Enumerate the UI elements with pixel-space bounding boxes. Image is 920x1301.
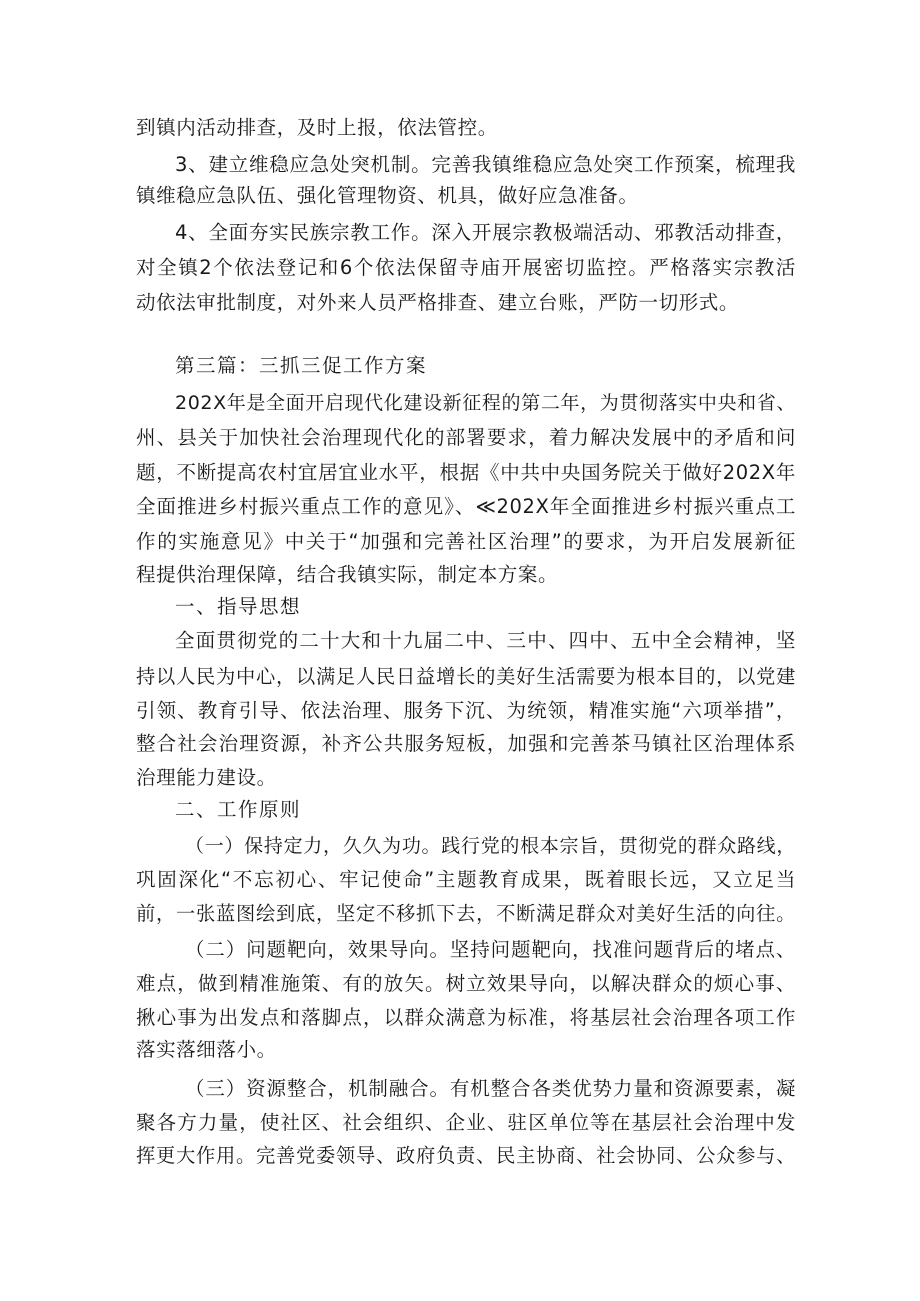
section-heading: 二、工作原则 [175,798,302,821]
text-line: （三）资源整合，机制融合。有机整合各类优势力量和资源要素，凝 [185,1077,796,1100]
text-line: 难点，做到精准施策、有的放矢。树立效果导向，以解决群众的烦心事、 [136,972,796,995]
text-line: 动依法审批制度，对外来人员严格排查、建立台账，严防一切形式。 [136,291,740,314]
text-line: 挥更大作用。完善党委领导、政府负责、民主协商、社会协同、公众参与、 [136,1144,796,1167]
section-heading: 一、指导思想 [175,595,302,618]
text-line: （一）保持定力，久久为功。践行党的根本宗旨，贯彻党的群众路线， [185,835,796,857]
text-line: 对全镇2个依法登记和6个依法保留寺庙开展密切监控。严格落实宗教活 [136,256,796,279]
text-line: 202X年是全面开启现代化建设新征程的第二年，为贯彻落实中央和省、 [175,392,796,414]
section-title: 第三篇：三抓三促工作方案 [175,354,428,377]
text-line: 揪心事为出发点和落脚点，以群众满意为标准，将基层社会治理各项工作 [136,1006,796,1029]
text-line: 前，一张蓝图绘到底，坚定不移抓下去，不断满足群众对美好生活的向往。 [136,902,796,925]
text-line: 州、县关于加快社会治理现代化的部署要求，着力解决发展中的矛盾和问 [136,426,796,449]
text-line: 全面推进乡村振兴重点工作的意见》、≪202X年全面推进乡村振兴重点工 [136,495,796,518]
text-line: （二）问题靶向，效果导向。坚持问题靶向，找准问题背后的堵点、 [185,938,796,961]
text-line: 镇维稳应急队伍、强化管理物资、机具，做好应急准备。 [136,184,639,207]
text-line: 整合社会治理资源，补齐公共服务短板，加强和完善茶马镇社区治理体系 [136,732,796,755]
text-line: 全面贯彻党的二十大和十九届二中、三中、四中、五中全会精神，坚 [175,629,796,652]
text-line: 3、建立维稳应急处突机制。完善我镇维稳应急处突工作预案，梳理我 [175,153,796,176]
text-line: 引领、教育引导、依法治理、服务下沉、为统领，精准实施“六项举措”， [136,699,796,722]
text-line: 治理能力建设。 [136,766,277,789]
text-line: 落实落细落小。 [136,1038,277,1061]
text-line: 作的实施意见》中关于“加强和完善社区治理”的要求，为开启发展新征 [136,530,796,553]
text-line: 到镇内活动排查，及时上报，依法管控。 [136,116,498,139]
text-line: 程提供治理保障，结合我镇实际，制定本方案。 [136,563,559,586]
text-line: 4、全面夯实民族宗教工作。深入开展宗教极端活动、邪教活动排查， [175,221,796,244]
text-line: 持以人民为中心，以满足人民日益增长的美好生活需要为根本目的，以党建 [136,665,796,688]
text-line: 聚各方力量，使社区、社会组织、企业、驻区单位等在基层社会治理中发 [136,1111,796,1134]
text-line: 题，不断提高农村宜居宜业水平，根据《中共中央国务院关于做好202X年 [136,461,796,484]
text-line: 巩固深化“不忘初心、牢记使命”主题教育成果，既着眼长远，又立足当 [136,868,796,891]
